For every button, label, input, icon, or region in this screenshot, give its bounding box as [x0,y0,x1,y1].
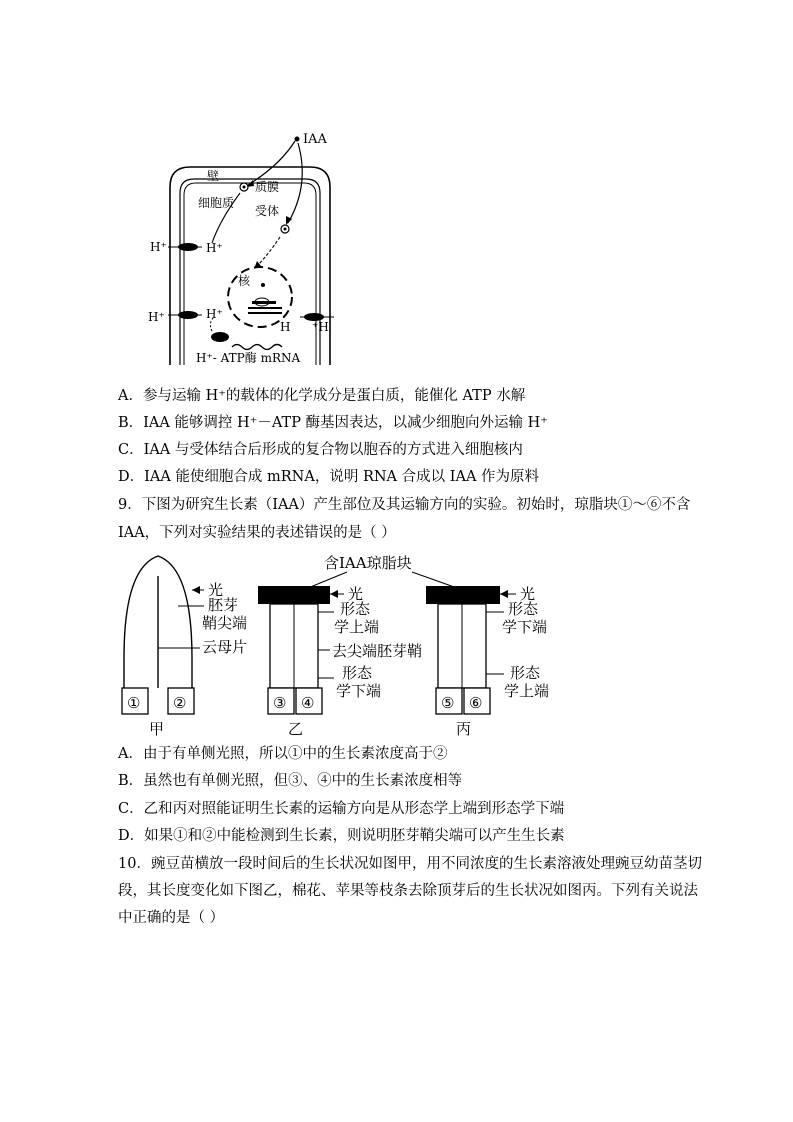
q8-option-c: C．IAA 与受体结合后形成的复合物以胞吞的方式进入细胞核内 [118,442,523,458]
q9-option-a: A．由于有单侧光照，所以①中的生长素浓度高于② [118,746,448,762]
label-nucleus: 核 [238,274,251,288]
q10-stem-line2: 段，其长度变化如下图乙，棉花、苹果等枝条去除顶芽后的生长状况如图丙。下列有关说法 [118,883,698,899]
label-light-1: 光 [208,581,224,599]
nucleolus [261,283,265,287]
q10-stem-line1: 10．豌豆苗横放一段时间后的生长状况如图甲，用不同浓度的生长素溶液处理豌豆幼苗茎切 [118,856,702,872]
block-6-label: ⑥ [469,694,483,712]
receptor-complex-dot [284,228,287,231]
label-c-top-a: 形态 [508,600,539,618]
label-h-inner-bottom: H⁺ [206,307,223,321]
iaa-dot [295,137,300,142]
label-iaa: IAA [303,132,327,147]
figure-coleoptile-experiment [112,548,562,738]
figure-iaa-cell-diagram [140,125,350,370]
iaa-agar-block-bing [426,586,500,604]
block-1-label: ① [127,694,141,712]
q9-stem-line1: 9．下图为研究生长素（IAA）产生部位及其运输方向的实验。初始时，琼脂块①～⑥不含 [118,497,691,513]
iaa-arrow-left [248,141,295,185]
label-mica: 云母片 [202,638,248,656]
q8-option-d: D．IAA 能使细胞合成 mRNA，说明 RNA 合成以 IAA 作为原料 [118,469,540,485]
dna-strand [248,307,282,309]
label-receptor: 受体 [255,204,280,218]
block-5-label: ⑤ [441,694,455,712]
label-morph-bottom-a: 形态 [342,664,373,682]
label-morph-top-b: 学上端 [334,618,380,636]
light-arrowhead [500,590,508,598]
label-h-right: H [280,320,291,334]
mrna-wave [232,345,282,350]
label-h-right-outer: ⁺H [312,320,329,334]
light-arrowhead [330,590,338,598]
q9-stem-line2: IAA，下列对实验结果的表述错误的是（ ） [118,525,396,541]
label-bing: 丙 [456,720,472,738]
label-light-3: 光 [520,585,536,603]
iaa-agar-block-yi [258,586,330,604]
label-c-top-b: 学下端 [502,618,548,636]
q9-option-c: C．乙和丙对照能证明生长素的运输方向是从形态学上端到形态学下端 [118,801,565,817]
label-atpase-mrna: H⁺- ATP酶 mRNA [196,351,301,365]
label-light-2: 光 [348,585,364,603]
label-wall: 壁 [207,169,220,183]
label-yi: 乙 [288,720,304,738]
label-jia: 甲 [149,720,165,738]
label-decapitated: 去尖端胚芽鞘 [332,642,423,660]
block-4-label: ④ [301,694,315,712]
block-3-label: ③ [273,694,287,712]
label-morph-bottom-b: 学下端 [336,682,382,700]
label-tip-1: 胚芽 [208,596,239,614]
leader-line [412,572,457,588]
label-cytoplasm: 细胞质 [198,196,235,210]
cell-wall-outer [170,167,330,365]
label-tip-2: 鞘尖端 [202,614,248,632]
q8-option-b: B．IAA 能够调控 H⁺－ATP 酶基因表达，以减少细胞向外运输 H⁺ [118,415,548,431]
block-2-label: ② [173,694,187,712]
q9-option-d: D．如果①和②中能检测到生长素，则说明胚芽鞘尖端可以产生生长素 [118,828,565,844]
leader-line [308,572,347,588]
q9-option-b: B．虽然也有单侧光照，但③、④中的生长素浓度相等 [118,773,463,789]
label-iaa-agar-block: 含IAA琼脂块 [324,554,412,572]
q10-stem-line3: 中正确的是（ ） [118,910,225,926]
label-membrane: 质膜 [255,180,280,194]
receptor-dot [243,186,246,189]
label-h-outer-top: H⁺ [150,240,167,254]
light-arrowhead [192,586,200,594]
atpase-enzyme [211,332,229,342]
label-h-outer-bottom: H⁺ [148,310,165,324]
label-h-inner-top: H⁺ [206,241,223,255]
label-c-bottom-a: 形态 [510,664,541,682]
label-morph-top-a: 形态 [340,600,371,618]
label-c-bottom-b: 学上端 [504,682,550,700]
q8-option-a: A．参与运输 H⁺的载体的化学成分是蛋白质，能催化 ATP 水解 [118,388,526,404]
dna-strand [248,312,282,314]
nucleus-entry-arrow [256,237,280,267]
